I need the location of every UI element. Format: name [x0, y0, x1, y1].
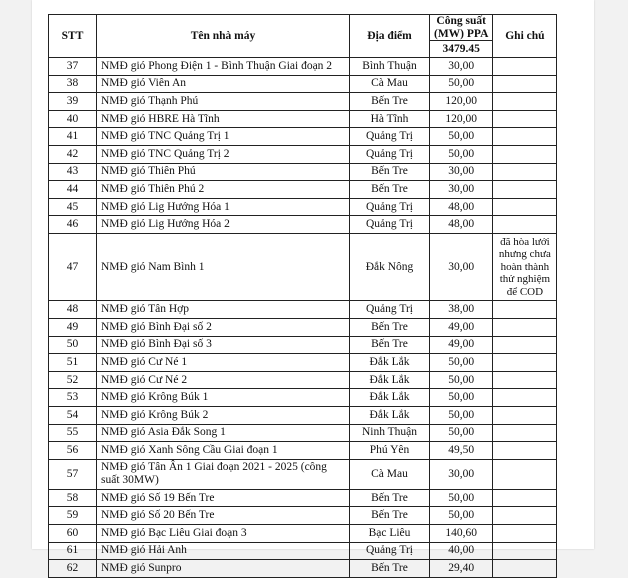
cell-stt: 51	[49, 354, 97, 372]
table-body	[49, 58, 557, 578]
cell-stt: 44	[49, 181, 97, 199]
cell-capacity: 50,00	[430, 507, 493, 525]
capacity-total: 3479.45	[430, 41, 493, 58]
cell-stt: 52	[49, 371, 97, 389]
cell-capacity: 30,00	[430, 163, 493, 181]
table-row	[49, 163, 557, 181]
cell-note	[493, 389, 557, 407]
cell-note	[493, 181, 557, 199]
cell-stt: 53	[49, 389, 97, 407]
cell-name: NMĐ gió Bình Đại số 3	[97, 336, 350, 354]
cell-note	[493, 524, 557, 542]
table-row	[49, 58, 557, 76]
cell-capacity: 30,00	[430, 181, 493, 199]
cell-name: NMĐ gió Krông Búk 2	[97, 407, 350, 425]
cell-capacity: 49,50	[430, 442, 493, 460]
table-row	[49, 459, 557, 489]
cell-location: Đắk Nông	[350, 233, 430, 301]
cell-location: Hà Tĩnh	[350, 110, 430, 128]
cell-location: Phú Yên	[350, 442, 430, 460]
table-row	[49, 336, 557, 354]
cell-location: Quảng Trị	[350, 145, 430, 163]
cell-capacity: 120,00	[430, 110, 493, 128]
header-capacity-line2: (MW) PPA	[434, 27, 489, 40]
cell-note	[493, 93, 557, 111]
cell-note	[493, 424, 557, 442]
cell-location: Đắk Lắk	[350, 354, 430, 372]
table-row	[49, 407, 557, 425]
cell-stt: 61	[49, 542, 97, 560]
cell-location: Bến Tre	[350, 336, 430, 354]
cell-capacity: 50,00	[430, 75, 493, 93]
cell-stt: 40	[49, 110, 97, 128]
cell-capacity: 50,00	[430, 424, 493, 442]
cell-capacity: 50,00	[430, 128, 493, 146]
cell-name: NMĐ gió Hải Anh	[97, 542, 350, 560]
cell-name: NMĐ gió Bạc Liêu Giai đoạn 3	[97, 524, 350, 542]
cell-name: NMĐ gió Thiên Phú	[97, 163, 350, 181]
table-row	[49, 301, 557, 319]
cell-name: NMĐ gió HBRE Hà Tĩnh	[97, 110, 350, 128]
cell-name: NMĐ gió Xanh Sông Cầu Giai đoạn 1	[97, 442, 350, 460]
table-row	[49, 233, 557, 301]
header-location: Địa điểm	[350, 15, 430, 58]
cell-name: NMĐ gió Tân Ân 1 Giai đoạn 2021 - 2025 (công suất 30MW)	[97, 459, 350, 489]
cell-note	[493, 198, 557, 216]
cell-note	[493, 354, 557, 372]
table-row	[49, 93, 557, 111]
cell-name: NMĐ gió Lig Hướng Hóa 1	[97, 198, 350, 216]
cell-capacity: 50,00	[430, 145, 493, 163]
cell-location: Bến Tre	[350, 560, 430, 578]
table-row	[49, 145, 557, 163]
cell-location: Bạc Liêu	[350, 524, 430, 542]
cell-stt: 46	[49, 216, 97, 234]
cell-note	[493, 163, 557, 181]
cell-capacity: 40,00	[430, 542, 493, 560]
table-row	[49, 389, 557, 407]
header-stt: STT	[49, 15, 97, 58]
cell-stt: 60	[49, 524, 97, 542]
cell-name: NMĐ gió Cư Né 2	[97, 371, 350, 389]
table-row	[49, 524, 557, 542]
cell-location: Đắk Lắk	[350, 389, 430, 407]
cell-stt: 47	[49, 233, 97, 301]
cell-stt: 59	[49, 507, 97, 525]
table-row	[49, 371, 557, 389]
cell-name: NMĐ gió Cư Né 1	[97, 354, 350, 372]
cell-capacity: 140,60	[430, 524, 493, 542]
cell-location: Bến Tre	[350, 163, 430, 181]
cell-name: NMĐ gió Bình Đại số 2	[97, 319, 350, 337]
table-row	[49, 319, 557, 337]
cell-stt: 43	[49, 163, 97, 181]
table-row	[49, 542, 557, 560]
cell-name: NMĐ gió Thạnh Phú	[97, 93, 350, 111]
cell-location: Bến Tre	[350, 489, 430, 507]
cell-location: Quảng Trị	[350, 542, 430, 560]
cell-location: Bến Tre	[350, 93, 430, 111]
table-row	[49, 75, 557, 93]
cell-capacity: 50,00	[430, 389, 493, 407]
cell-location: Quảng Trị	[350, 301, 430, 319]
cell-note	[493, 319, 557, 337]
cell-capacity: 48,00	[430, 216, 493, 234]
cell-capacity: 30,00	[430, 459, 493, 489]
document-page	[32, 0, 594, 574]
cell-note	[493, 542, 557, 560]
cell-location: Đắk Lắk	[350, 407, 430, 425]
cell-stt: 42	[49, 145, 97, 163]
cell-location: Bến Tre	[350, 507, 430, 525]
cell-name: NMĐ gió Sunpro	[97, 560, 350, 578]
cell-name: NMĐ gió Phong Điện 1 - Bình Thuận Giai đoạn 2	[97, 58, 350, 76]
cell-location: Cà Mau	[350, 75, 430, 93]
cell-stt: 37	[49, 58, 97, 76]
header-note: Ghi chú	[493, 15, 557, 58]
cell-stt: 45	[49, 198, 97, 216]
header-capacity-line1: Công suất	[436, 15, 486, 27]
table-row	[49, 128, 557, 146]
cell-stt: 50	[49, 336, 97, 354]
cell-location: Bình Thuận	[350, 58, 430, 76]
cell-note	[493, 301, 557, 319]
cell-stt: 54	[49, 407, 97, 425]
table-row	[49, 560, 557, 578]
cell-name: NMĐ gió Asia Đắk Song 1	[97, 424, 350, 442]
table-row	[49, 442, 557, 460]
cell-stt: 58	[49, 489, 97, 507]
header-capacity	[430, 15, 493, 41]
cell-note	[493, 336, 557, 354]
cell-location: Quảng Trị	[350, 198, 430, 216]
cell-note	[493, 371, 557, 389]
cell-note	[493, 407, 557, 425]
cell-name: NMĐ gió Tân Hợp	[97, 301, 350, 319]
cell-note	[493, 145, 557, 163]
cell-name: NMĐ gió TNC Quảng Trị 1	[97, 128, 350, 146]
cell-name: NMĐ gió Viên An	[97, 75, 350, 93]
cell-note	[493, 442, 557, 460]
cell-capacity: 120,00	[430, 93, 493, 111]
cell-stt: 57	[49, 459, 97, 489]
cell-stt: 48	[49, 301, 97, 319]
cell-stt: 41	[49, 128, 97, 146]
cell-capacity: 38,00	[430, 301, 493, 319]
cell-capacity: 50,00	[430, 354, 493, 372]
cell-stt: 62	[49, 560, 97, 578]
cell-location: Ninh Thuận	[350, 424, 430, 442]
header-name: Tên nhà máy	[97, 15, 350, 58]
cell-location: Bến Tre	[350, 181, 430, 199]
cell-name: NMĐ gió Krông Búk 1	[97, 389, 350, 407]
cell-capacity: 50,00	[430, 371, 493, 389]
cell-capacity: 49,00	[430, 319, 493, 337]
cell-name: NMĐ gió Số 20 Bến Tre	[97, 507, 350, 525]
table-row	[49, 216, 557, 234]
cell-note	[493, 75, 557, 93]
cell-stt: 56	[49, 442, 97, 460]
cell-note	[493, 58, 557, 76]
cell-location: Bến Tre	[350, 319, 430, 337]
cell-capacity: 48,00	[430, 198, 493, 216]
cell-note	[493, 110, 557, 128]
cell-stt: 39	[49, 93, 97, 111]
cell-location: Cà Mau	[350, 459, 430, 489]
cell-location: Đắk Lắk	[350, 371, 430, 389]
table-row	[49, 489, 557, 507]
cell-note: đã hòa lưới nhưng chưa hoàn thành thử nghiệm để COD	[493, 233, 557, 301]
table-row	[49, 198, 557, 216]
cell-note	[493, 216, 557, 234]
cell-name: NMĐ gió Lig Hướng Hóa 2	[97, 216, 350, 234]
cell-capacity: 30,00	[430, 233, 493, 301]
cell-name: NMĐ gió Số 19 Bến Tre	[97, 489, 350, 507]
cell-location: Quảng Trị	[350, 128, 430, 146]
cell-note	[493, 459, 557, 489]
cell-stt: 55	[49, 424, 97, 442]
cell-capacity: 29,40	[430, 560, 493, 578]
cell-name: NMĐ gió Nam Bình 1	[97, 233, 350, 301]
cell-location: Quảng Trị	[350, 216, 430, 234]
cell-capacity: 50,00	[430, 489, 493, 507]
cell-name: NMĐ gió Thiên Phú 2	[97, 181, 350, 199]
table-row	[49, 507, 557, 525]
cell-name: NMĐ gió TNC Quảng Trị 2	[97, 145, 350, 163]
header-row	[49, 15, 557, 41]
table-row	[49, 354, 557, 372]
cell-capacity: 30,00	[430, 58, 493, 76]
cell-note	[493, 489, 557, 507]
cell-note	[493, 507, 557, 525]
cell-capacity: 50,00	[430, 407, 493, 425]
table-row	[49, 424, 557, 442]
cell-note	[493, 128, 557, 146]
table-row	[49, 110, 557, 128]
cell-note	[493, 560, 557, 578]
wind-power-plant-table	[48, 14, 557, 578]
table-row	[49, 181, 557, 199]
cell-stt: 49	[49, 319, 97, 337]
cell-stt: 38	[49, 75, 97, 93]
cell-capacity: 49,00	[430, 336, 493, 354]
